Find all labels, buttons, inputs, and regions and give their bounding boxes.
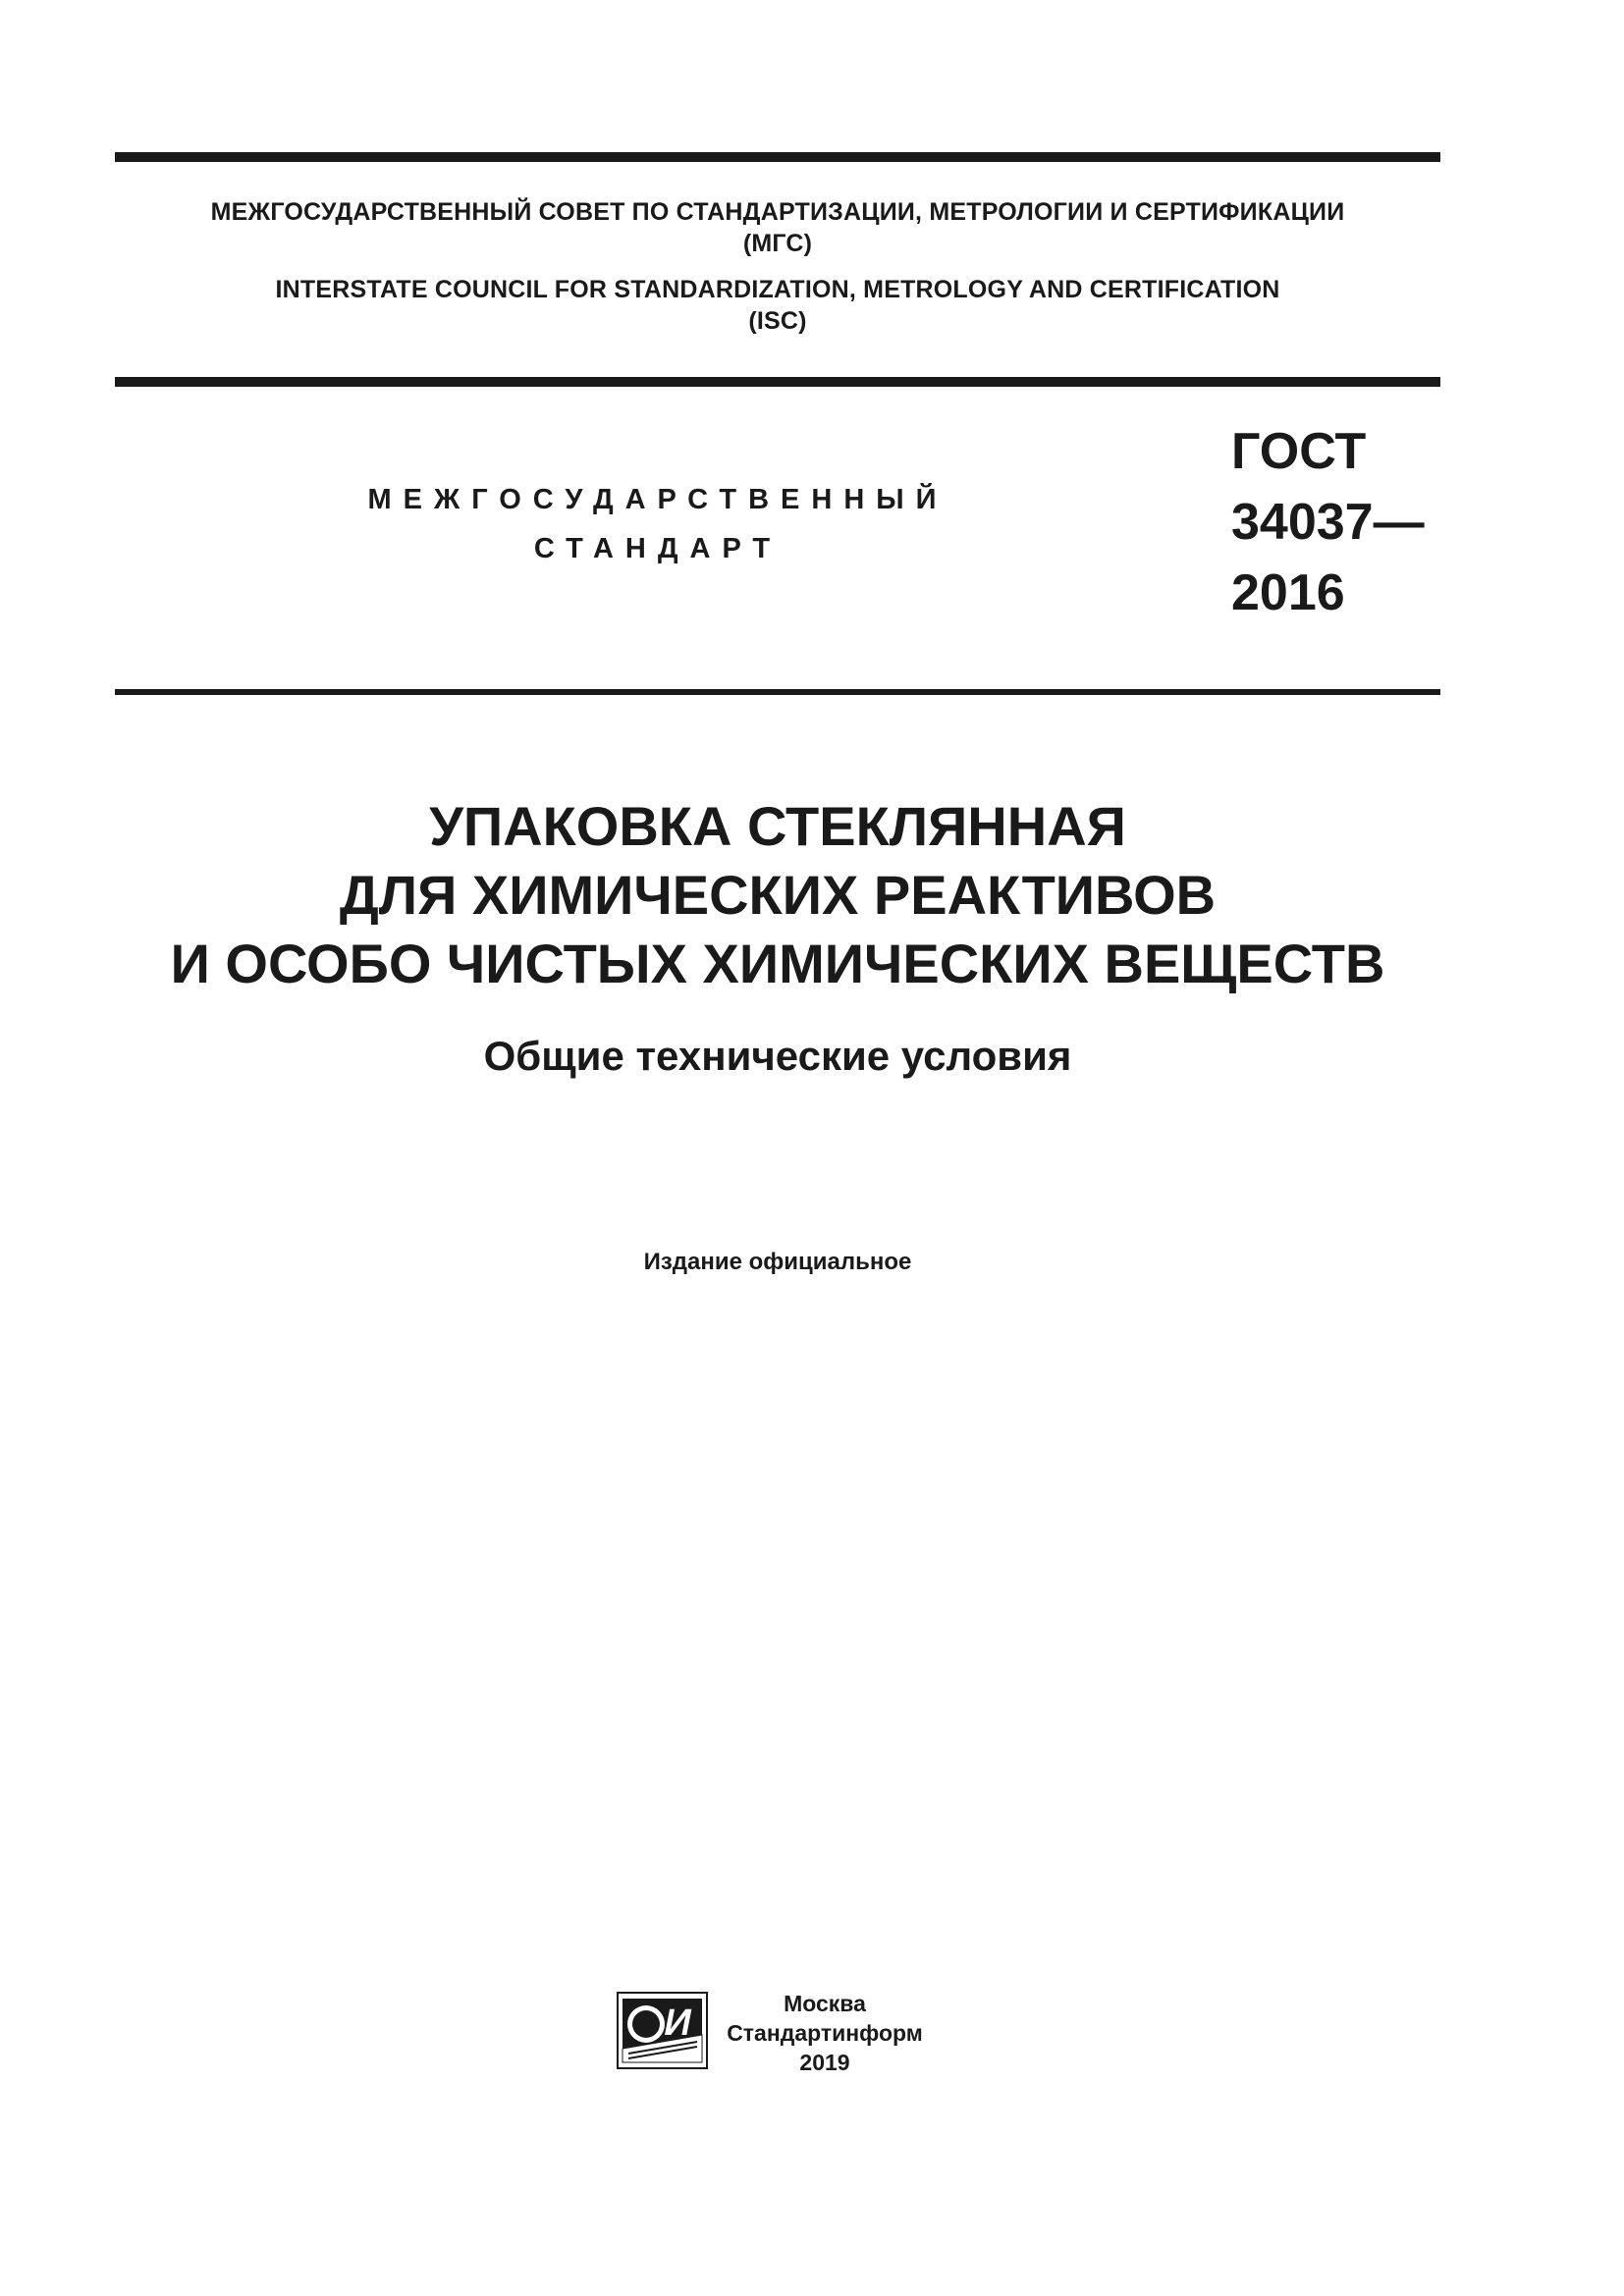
council-abbr-en: (ISC) <box>748 307 807 335</box>
top-divider <box>115 152 1440 162</box>
document-title <box>115 792 1440 998</box>
title-line1: УПАКОВКА СТЕКЛЯННАЯ <box>429 795 1126 857</box>
standartinform-logo-icon <box>617 1992 708 2069</box>
council-name-ru <box>115 196 1440 259</box>
publisher-name: Стандартинформ <box>727 2020 923 2046</box>
council-name-en <box>115 274 1440 337</box>
title-line3: И ОСОБО ЧИСТЫХ ХИМИЧЕСКИХ ВЕЩЕСТВ <box>170 933 1385 994</box>
designation-number: 34037— <box>1231 494 1425 551</box>
publisher-imprint <box>727 1989 923 2077</box>
title-line2: ДЛЯ ХИМИЧЕСКИХ РЕАКТИВОВ <box>339 864 1217 926</box>
header-divider <box>115 377 1440 387</box>
edition-label: Издание официальное <box>643 1249 912 1275</box>
designation-prefix: ГОСТ <box>1231 423 1367 480</box>
designation-year: 2016 <box>1231 564 1345 621</box>
title-divider <box>115 689 1440 695</box>
council-name-ru-line: МЕЖГОСУДАРСТВЕННЫЙ СОВЕТ ПО СТАНДАРТИЗАЦИИ, МЕТРОЛОГИИ И СЕРТИФИКАЦИИ <box>210 198 1345 226</box>
standard-type <box>334 475 982 573</box>
council-abbr-ru: (МГС) <box>742 230 813 257</box>
publication-year: 2019 <box>799 2050 850 2075</box>
council-name-en-line: INTERSTATE COUNCIL FOR STANDARDIZATION, METROLOGY AND CERTIFICATION <box>275 276 1280 303</box>
publisher-city: Москва <box>784 1991 866 2016</box>
standard-designation <box>1231 416 1425 628</box>
document-subtitle: Общие технические условия <box>483 1033 1072 1079</box>
standard-type-line1: МЕЖГОСУДАРСТВЕННЫЙ <box>367 484 948 515</box>
standard-type-line2: СТАНДАРТ <box>533 533 783 564</box>
logo-lettering: И <box>664 2002 691 2044</box>
